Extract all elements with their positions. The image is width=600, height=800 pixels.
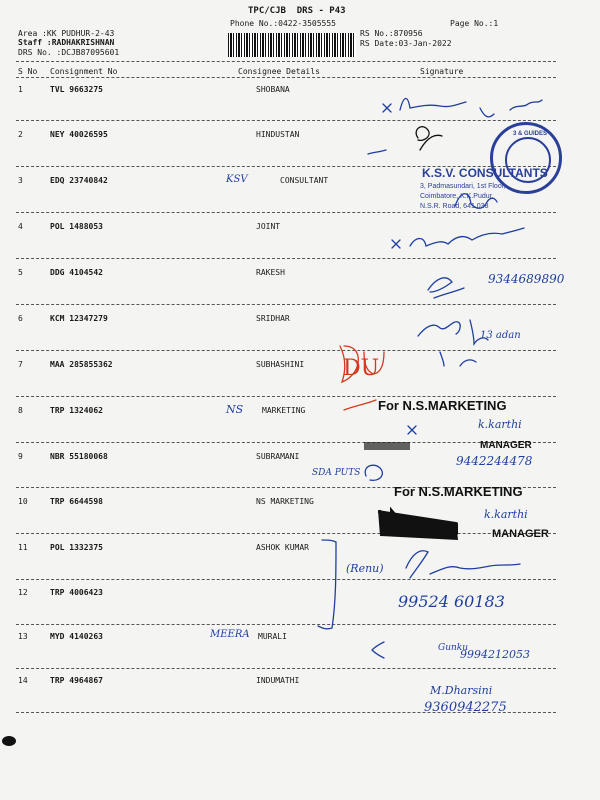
row-sno: 2: [18, 130, 23, 139]
document-title: TPC/CJB DRS - P43: [248, 6, 346, 16]
column-consignment: Consignment No: [50, 67, 118, 76]
row-consignment: DDG 4104542: [50, 268, 103, 277]
seal-address-line: Coimbatore, K.K.Pudur,: [420, 193, 494, 200]
row-consignment: NEY 40026595: [50, 130, 108, 139]
seal-company-name: K.S.V. CONSULTANTS: [422, 166, 548, 180]
row-consignment: POL 1488053: [50, 222, 103, 231]
row-consignee: MARKETING: [262, 406, 306, 415]
row-consignee: INDUMATHI: [256, 676, 300, 685]
column-sno: S No: [18, 67, 38, 76]
row-consignee: ASHOK KUMAR: [256, 543, 309, 552]
row-sno: 7: [18, 360, 23, 369]
row-consignment: KCM 12347279: [50, 314, 108, 323]
rs-date: RS Date:03-Jan-2022: [360, 39, 452, 48]
red-ink-mark: DU: [343, 356, 380, 381]
manager-stamp: MANAGER: [492, 528, 549, 540]
seal-address-line: 3, Padmasundari, 1st Floor,: [420, 183, 506, 190]
signature: k.karthi: [478, 418, 522, 431]
row-sno: 1: [18, 85, 23, 94]
scan-smudge: [2, 736, 16, 746]
row-sno: 14: [18, 676, 28, 685]
handwritten-prefix: KSV: [226, 174, 248, 185]
handwritten-note: (Renu): [346, 562, 384, 575]
row-consignee: JOINT: [256, 222, 281, 231]
seal-text: 3 & GUIDES: [513, 131, 548, 137]
row-consignment: TRP 6644598: [50, 497, 103, 506]
signature: k.karthi: [484, 508, 528, 521]
row-sno: 6: [18, 314, 23, 323]
row-consignment: MYD 4140263: [50, 632, 103, 641]
company-stamp: For N.S.MARKETING: [378, 398, 507, 413]
row-consignment: NBR 55180068: [50, 452, 108, 461]
handwritten-phone: 9344689890: [488, 272, 565, 286]
handwritten-phone: 9360942275: [424, 700, 507, 715]
row-consignment: TVL 9663275: [50, 85, 103, 94]
row-sno: 4: [18, 222, 23, 231]
row-sno: 12: [18, 588, 28, 597]
row-consignment: POL 1332375: [50, 543, 103, 552]
company-stamp: For N.S.MARKETING: [394, 484, 523, 499]
row-consignee: SHOBANA: [256, 85, 290, 94]
row-consignee: MURALI: [258, 632, 287, 641]
column-signature: Signature: [420, 67, 464, 76]
row-consignment: TRP 1324062: [50, 406, 103, 415]
drs-number: DRS No. :DCJB87095601: [18, 48, 120, 57]
row-consignee: SRIDHAR: [256, 314, 290, 323]
area-field: Area :KK PUDHUR-2-43: [18, 29, 115, 38]
row-consignment: EDQ 23740842: [50, 176, 108, 185]
handwritten-name: M.Dharsini: [430, 684, 493, 697]
row-consignee: CONSULTANT: [280, 176, 329, 185]
row-consignee: SUBRAMANI: [256, 452, 300, 461]
row-consignee: RAKESH: [256, 268, 285, 277]
row-sno: 5: [18, 268, 23, 277]
manager-stamp: MANAGER: [480, 440, 532, 451]
row-consignment: TRP 4964867: [50, 676, 103, 685]
row-sno: 10: [18, 497, 28, 506]
phone-number: Phone No.:0422-3505555: [230, 19, 336, 28]
rs-number: RS No.:870956: [360, 29, 423, 38]
page-number: Page No.:1: [450, 19, 499, 28]
handwritten-prefix: MEERA: [210, 629, 250, 640]
handwritten-note: SDA PUTS: [312, 468, 361, 478]
row-sno: 8: [18, 406, 23, 415]
staff-field: Staff :RADHAKRISHNAN: [18, 38, 115, 47]
row-sno: 3: [18, 176, 23, 185]
seal-address-line: N.S.R. Road, 641 038: [420, 203, 489, 210]
handwritten-note: 13 adan: [480, 330, 521, 341]
row-consignment: TRP 4006423: [50, 588, 103, 597]
handwritten-phone: 9994212053: [460, 648, 530, 661]
handwritten-phone: 9442244478: [456, 454, 533, 468]
row-sno: 13: [18, 632, 28, 641]
column-consignee: Consignee Details: [238, 67, 320, 76]
row-consignee: HINDUSTAN: [256, 130, 300, 139]
row-consignee: NS MARKETING: [256, 497, 314, 506]
row-sno: 11: [18, 543, 28, 552]
handwritten-phone: 99524 60183: [398, 592, 505, 611]
row-consignment: MAA 285855362: [50, 360, 113, 369]
row-consignee: SUBHASHINI: [256, 360, 305, 369]
handwritten-name: Gunku: [438, 643, 469, 653]
handwritten-prefix: NS: [226, 403, 244, 416]
row-sno: 9: [18, 452, 23, 461]
